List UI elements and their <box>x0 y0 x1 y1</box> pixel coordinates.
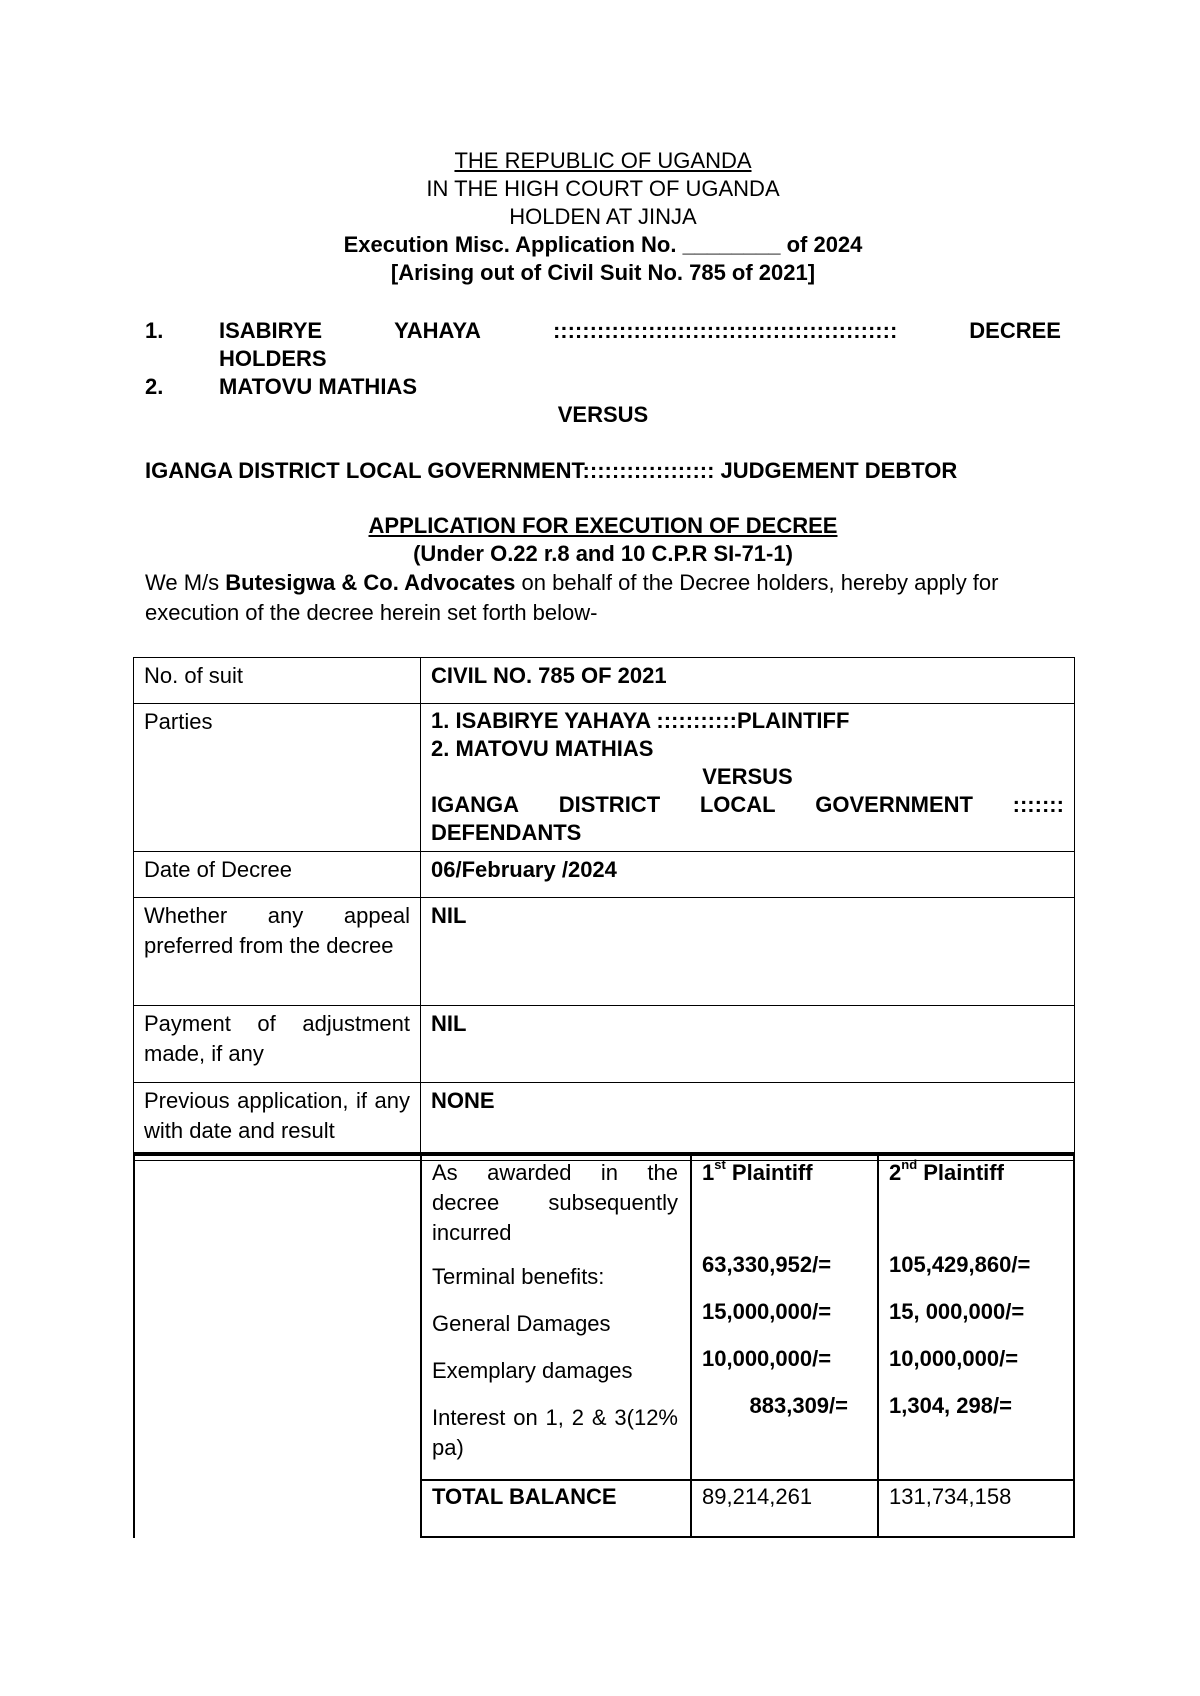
plaintiff1-amount: 15,000,000/= <box>702 1299 832 1324</box>
holden-line: HOLDEN AT JINJA <box>509 204 697 229</box>
application-subtitle: (Under O.22 r.8 and 10 C.P.R SI-71-1) <box>413 541 793 566</box>
party-1-number: 1. <box>145 318 164 343</box>
plaintiff1-amount: 883,309/= <box>749 1393 848 1418</box>
party-1-separator: ::::::::::::::::::::::::::::::::::::::::::::::: <box>552 318 898 343</box>
judgement-debtor-line: IGANGA DISTRICT LOCAL GOVERNMENT:::::::::::::::::: JUDGEMENT DEBTOR <box>145 458 958 483</box>
defendant-word: DISTRICT <box>558 792 661 817</box>
intro-text-end: on behalf of the Decree holders, hereby apply for execution of the decree herein set forth below- <box>145 570 999 625</box>
party-1-name-second: YAHAYA <box>394 318 481 343</box>
party-2-name: MATOVU MATHIAS <box>219 374 417 399</box>
table-row <box>134 1083 1075 1161</box>
advocates-firm: Butesigwa & Co. Advocates <box>225 570 516 595</box>
party-2-number: 2. <box>145 374 164 399</box>
table-row <box>134 704 1075 852</box>
decree-details-table <box>133 657 1075 1161</box>
defendant-separator: ::::::: <box>1012 792 1064 817</box>
col1-header-suffix: st <box>714 1157 726 1172</box>
row-label: Terminal benefits: <box>432 1264 605 1289</box>
plaintiff1-amount: 10,000,000/= <box>702 1346 832 1371</box>
party-1-name-first: ISABIRYE <box>219 318 323 343</box>
suit-label: No. of suit <box>134 658 421 704</box>
defendant-word: IGANGA <box>431 792 519 817</box>
party-1-row <box>145 317 1061 345</box>
col2-header-number: 2 <box>889 1160 902 1185</box>
total-balance-label: TOTAL BALANCE <box>432 1484 617 1509</box>
date-value: 06/February /2024 <box>421 852 1075 898</box>
description-header: As awarded in the decree subsequently incurred <box>432 1160 678 1245</box>
party-1-role-first: DECREE <box>969 318 1061 343</box>
defendant-word: GOVERNMENT <box>815 792 973 817</box>
court-title: IN THE HIGH COURT OF UGANDA <box>426 176 780 201</box>
table-row <box>134 1006 1075 1083</box>
grid-line <box>420 1479 1075 1481</box>
party-2-row <box>145 373 1061 401</box>
plaintiff2-amount: 105,429,860/= <box>889 1252 1031 1277</box>
row-label: Exemplary damages <box>432 1358 633 1383</box>
appeal-value: NIL <box>421 898 1075 1006</box>
table-left-border <box>133 1154 135 1538</box>
table-row <box>134 852 1075 898</box>
intro-text-start: We M/s <box>145 570 226 595</box>
col1-header-number: 1 <box>702 1160 715 1185</box>
intro-paragraph <box>145 568 1061 628</box>
plaintiff1-amount: 63,330,952/= <box>702 1252 832 1277</box>
parties-versus: VERSUS <box>702 764 793 789</box>
versus-heading: VERSUS <box>557 402 649 427</box>
application-number: Execution Misc. Application No. ________ of 2024 <box>343 232 863 257</box>
row-label: General Damages <box>432 1311 611 1336</box>
row-label: Interest on 1, 2 & 3(12% pa) <box>432 1405 678 1460</box>
payment-value: NIL <box>421 1006 1075 1083</box>
total-plaintiff2: 131,734,158 <box>889 1484 1012 1509</box>
plaintiff2-amount: 15, 000,000/= <box>889 1299 1025 1324</box>
plaintiff2-amount: 10,000,000/= <box>889 1346 1019 1371</box>
payment-label: Payment of adjustment made, if any <box>134 1006 421 1083</box>
col1-header <box>702 1158 813 1188</box>
plaintiff2-amount: 1,304, 298/= <box>889 1393 1012 1418</box>
parties-plaintiff-1: 1. ISABIRYE YAHAYA :::::::::::PLAINTIFF <box>431 708 850 733</box>
col2-header-label: Plaintiff <box>917 1160 1004 1185</box>
col2-header <box>889 1158 1004 1188</box>
party-1-role-second: HOLDERS <box>219 346 327 371</box>
col2-header-suffix: nd <box>901 1157 918 1172</box>
col1-header-label: Plaintiff <box>725 1160 813 1185</box>
arising-line: [Arising out of Civil Suit No. 785 of 2021] <box>390 260 816 285</box>
total-plaintiff1: 89,214,261 <box>702 1484 813 1509</box>
suit-value: CIVIL NO. 785 OF 2021 <box>421 658 1075 704</box>
document-header <box>145 147 1061 287</box>
grid-line <box>420 1536 1075 1538</box>
parties-plaintiff-2: 2. MATOVU MATHIAS <box>431 736 654 761</box>
application-title: APPLICATION FOR EXECUTION OF DECREE <box>368 513 838 538</box>
amounts-description-cell <box>432 1158 678 1463</box>
republic-title: THE REPUBLIC OF UGANDA <box>454 148 752 173</box>
table-row <box>134 898 1075 1006</box>
parties-defendant-role: DEFENDANTS <box>431 820 582 845</box>
appeal-label: Whether any appeal preferred from the decree <box>134 898 421 1006</box>
previous-value: NONE <box>421 1083 1075 1161</box>
parties-defendant-line <box>431 791 1064 819</box>
parties-label: Parties <box>134 704 421 852</box>
parties-value <box>421 704 1075 852</box>
previous-label: Previous application, if any with date and result <box>134 1083 421 1161</box>
application-heading <box>145 512 1061 568</box>
decree-holders-block <box>145 317 1061 401</box>
defendant-word: LOCAL <box>699 792 776 817</box>
date-label: Date of Decree <box>134 852 421 898</box>
table-row <box>134 658 1075 704</box>
